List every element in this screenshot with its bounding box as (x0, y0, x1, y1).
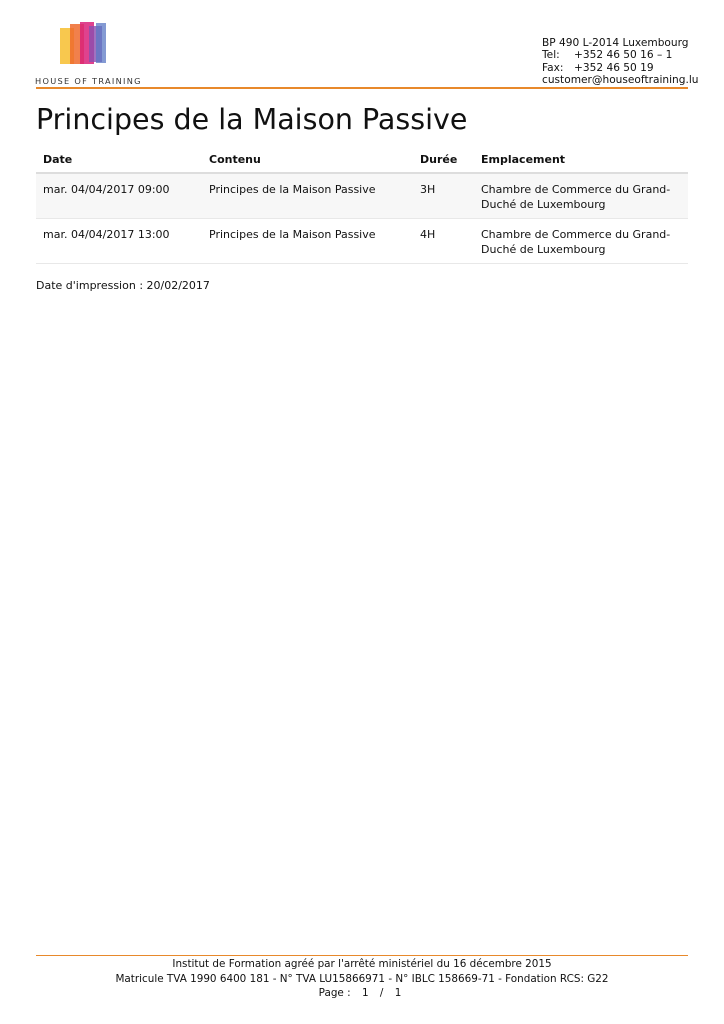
contact-block (542, 37, 699, 86)
print-date: Date d'impression : 20/02/2017 (36, 279, 210, 292)
page-counter (36, 986, 688, 1001)
footer-accreditation: Institut de Formation agréé par l'arrêté ministériel du 16 décembre 2015 (172, 958, 552, 970)
table-row (36, 219, 688, 264)
contact-fax-row (542, 62, 699, 74)
cell-contenu: Principes de la Maison Passive (202, 219, 413, 264)
cell-contenu: Principes de la Maison Passive (202, 173, 413, 219)
contact-address: BP 490 L-2014 Luxembourg (542, 37, 689, 49)
cell-emplacement: Chambre de Commerce du Grand-Duché de Luxembourg (474, 173, 688, 219)
page-separator: / (379, 987, 384, 999)
page-footer (36, 957, 688, 1001)
cell-duree: 3H (413, 173, 474, 219)
table-row (36, 173, 688, 219)
logo-books-icon (58, 20, 110, 68)
sessions-table (36, 146, 688, 264)
page-title: Principes de la Maison Passive (36, 103, 468, 136)
col-header-contenu: Contenu (202, 146, 413, 173)
logo-wordmark: HOUSE OF TRAINING (35, 76, 142, 86)
col-header-emplacement: Emplacement (474, 146, 688, 173)
tel-value: +352 46 50 16 – 1 (574, 49, 673, 62)
cell-date: mar. 04/04/2017 13:00 (36, 219, 202, 264)
contact-email: customer@houseoftraining.lu (542, 73, 699, 86)
contact-tel-row (542, 49, 699, 61)
table-header-row (36, 146, 688, 173)
tel-label: Tel: (542, 49, 560, 62)
house-of-training-logo (34, 18, 144, 88)
page-label: Page : (318, 987, 351, 999)
cell-emplacement: Chambre de Commerce du Grand-Duché de Luxembourg (474, 219, 688, 264)
header-divider (36, 87, 688, 89)
fax-label: Fax: (542, 61, 564, 74)
fax-value: +352 46 50 19 (574, 61, 654, 74)
col-header-date: Date (36, 146, 202, 173)
col-header-duree: Durée (413, 146, 474, 173)
cell-date: mar. 04/04/2017 09:00 (36, 173, 202, 219)
page-total: 1 (394, 987, 402, 999)
footer-divider (36, 955, 688, 956)
footer-registration: Matricule TVA 1990 6400 181 - N° TVA LU15866971 - N° IBLC 158669-71 - Fondation RCS: G22 (115, 972, 609, 985)
cell-duree: 4H (413, 219, 474, 264)
page-current: 1 (361, 987, 369, 999)
